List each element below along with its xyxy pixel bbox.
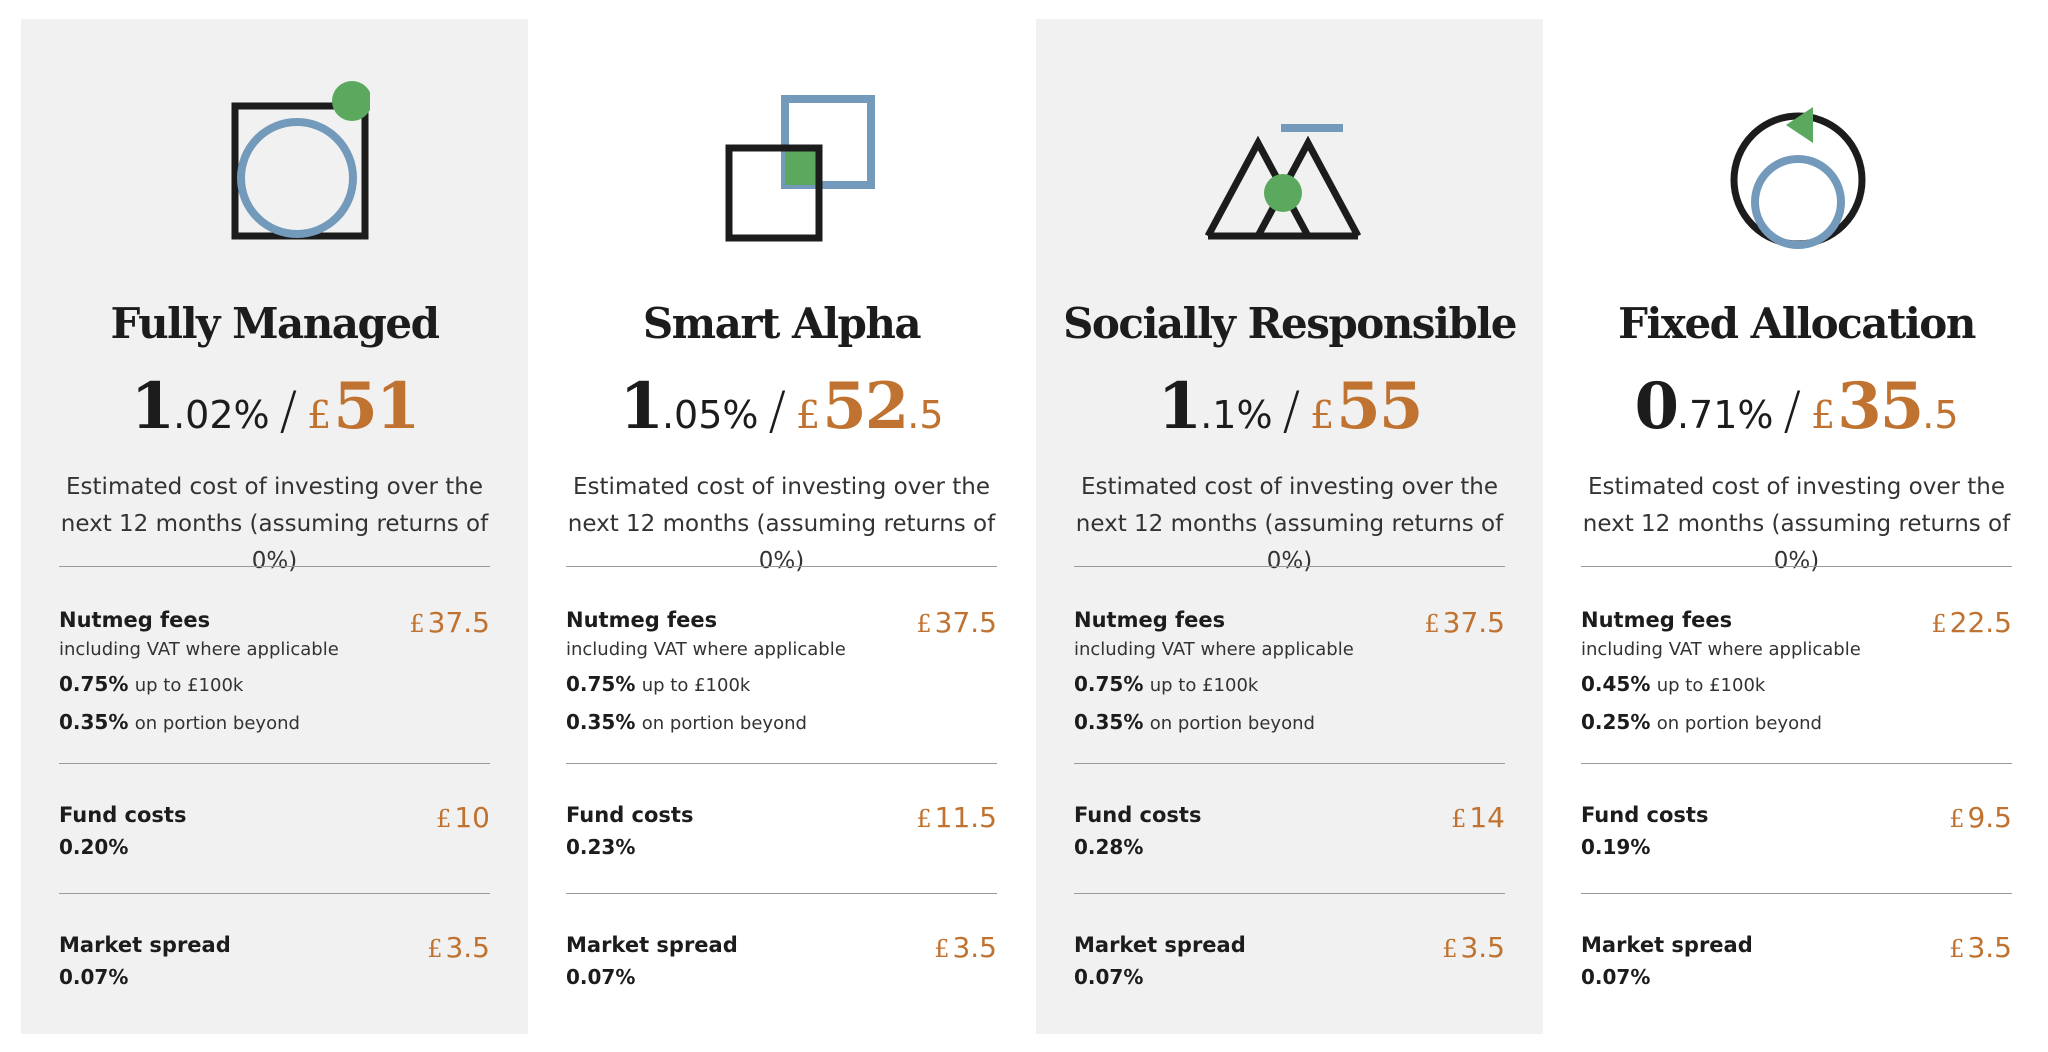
spread-amount: £ 3.5 xyxy=(427,931,490,964)
fund-rate: 0.23% xyxy=(566,835,636,859)
cost-headline xyxy=(528,369,1035,444)
percent-whole: 1 xyxy=(1157,369,1201,444)
fund-amount: £ 11.5 xyxy=(916,801,997,834)
spread-rate: 0.07% xyxy=(566,965,636,989)
divider xyxy=(566,566,997,567)
fees-amount: £ 22.5 xyxy=(1931,606,2012,639)
fund-costs-section xyxy=(59,801,490,866)
fees-amount: £ 37.5 xyxy=(1424,606,1505,639)
fees-label: Nutmeg fees xyxy=(1581,608,1733,632)
percent-fraction: .05% xyxy=(661,393,759,437)
currency-symbol: £ xyxy=(307,393,332,437)
divider xyxy=(1581,893,2012,894)
divider xyxy=(1074,566,1505,567)
fund-amount: £ 10 xyxy=(436,801,490,834)
overlapping-squares-icon xyxy=(528,59,1035,249)
portfolio-card-fully-managed xyxy=(21,19,528,1034)
portfolio-title: Smart Alpha xyxy=(642,299,921,348)
divider xyxy=(1074,893,1505,894)
spread-amount: £ 3.5 xyxy=(934,931,997,964)
currency-symbol: £ xyxy=(1811,393,1836,437)
separator-slash: / xyxy=(768,381,787,441)
cost-description: Estimated cost of investing over the next 12 months (assuming returns of 0%) xyxy=(567,474,996,574)
portfolio-title: Fixed Allocation xyxy=(1618,299,1975,348)
fees-rate-tier2: 0.25% on portion beyond xyxy=(1581,710,1822,734)
fees-rate-tier2: 0.35% on portion beyond xyxy=(59,710,300,734)
currency-symbol: £ xyxy=(796,393,821,437)
amount-whole: 55 xyxy=(1336,369,1422,444)
amount-whole: 35 xyxy=(1837,369,1923,444)
cost-description: Estimated cost of investing over the next 12 months (assuming returns of 0%) xyxy=(60,474,489,574)
divider xyxy=(59,763,490,764)
cost-headline xyxy=(1543,369,2048,444)
fees-vat-note: including VAT where applicable xyxy=(566,639,846,660)
divider xyxy=(1581,763,2012,764)
percent-fraction: .1% xyxy=(1200,393,1273,437)
market-spread-section xyxy=(59,931,490,996)
fund-label: Fund costs xyxy=(1074,803,1202,827)
market-spread-section xyxy=(1581,931,2012,996)
spread-label: Market spread xyxy=(59,933,231,957)
portfolio-title: Socially Responsible xyxy=(1063,299,1516,348)
separator-slash: / xyxy=(1282,381,1301,441)
fees-rate-tier1: 0.75% up to £100k xyxy=(59,672,244,696)
percent-whole: 1 xyxy=(130,369,174,444)
market-spread-section xyxy=(566,931,997,996)
fund-rate: 0.28% xyxy=(1074,835,1144,859)
divider xyxy=(59,893,490,894)
separator-slash: / xyxy=(279,381,298,441)
fund-rate: 0.20% xyxy=(59,835,129,859)
fund-label: Fund costs xyxy=(59,803,187,827)
currency-symbol: £ xyxy=(1310,393,1335,437)
fees-label: Nutmeg fees xyxy=(1074,608,1226,632)
amount-whole: 52 xyxy=(822,369,908,444)
divider xyxy=(566,763,997,764)
separator-slash: / xyxy=(1783,381,1802,441)
cost-description: Estimated cost of investing over the next 12 months (assuming returns of 0%) xyxy=(1075,474,1504,574)
fees-label: Nutmeg fees xyxy=(59,608,211,632)
portfolio-card-smart-alpha xyxy=(528,19,1035,1034)
divider xyxy=(1581,566,2012,567)
spread-label: Market spread xyxy=(1581,933,1753,957)
amount-fraction: .5 xyxy=(1922,393,1959,437)
spread-rate: 0.07% xyxy=(1074,965,1144,989)
fees-rate-tier2: 0.35% on portion beyond xyxy=(1074,710,1315,734)
spread-amount: £ 3.5 xyxy=(1442,931,1505,964)
fees-rate-tier1: 0.75% up to £100k xyxy=(566,672,751,696)
cost-headline xyxy=(1036,369,1543,444)
twin-peaks-icon xyxy=(1036,59,1543,249)
fund-label: Fund costs xyxy=(566,803,694,827)
spread-label: Market spread xyxy=(1074,933,1246,957)
portfolio-card-fixed-allocation xyxy=(1543,19,2048,1034)
fees-amount: £ 37.5 xyxy=(409,606,490,639)
percent-whole: 0 xyxy=(1634,369,1677,444)
nutmeg-fees-section xyxy=(59,606,490,742)
fees-rate-tier1: 0.45% up to £100k xyxy=(1581,672,1766,696)
fees-rate-tier1: 0.75% up to £100k xyxy=(1074,672,1259,696)
fund-costs-section xyxy=(566,801,997,866)
percent-whole: 1 xyxy=(619,369,662,444)
fund-costs-section xyxy=(1581,801,2012,866)
fund-costs-section xyxy=(1074,801,1505,866)
fees-label: Nutmeg fees xyxy=(566,608,718,632)
nutmeg-fees-section xyxy=(1074,606,1505,742)
fees-vat-note: including VAT where applicable xyxy=(1074,639,1354,660)
spread-rate: 0.07% xyxy=(59,965,129,989)
amount-fraction: .5 xyxy=(907,393,944,437)
portfolio-card-socially-responsible xyxy=(1036,19,1543,1034)
fund-label: Fund costs xyxy=(1581,803,1709,827)
fees-vat-note: including VAT where applicable xyxy=(59,639,339,660)
divider xyxy=(59,566,490,567)
nutmeg-fees-section xyxy=(1581,606,2012,742)
amount-whole: 51 xyxy=(333,369,419,444)
fees-rate-tier2: 0.35% on portion beyond xyxy=(566,710,807,734)
fund-rate: 0.19% xyxy=(1581,835,1651,859)
fund-amount: £ 14 xyxy=(1451,801,1505,834)
divider xyxy=(566,893,997,894)
spread-label: Market spread xyxy=(566,933,738,957)
fees-vat-note: including VAT where applicable xyxy=(1581,639,1861,660)
divider xyxy=(1074,763,1505,764)
fees-amount: £ 37.5 xyxy=(916,606,997,639)
market-spread-section xyxy=(1074,931,1505,996)
portfolio-title: Fully Managed xyxy=(110,299,439,348)
cost-headline xyxy=(21,369,528,444)
square-circle-dot-icon xyxy=(21,59,528,249)
nutmeg-fees-section xyxy=(566,606,997,742)
spread-rate: 0.07% xyxy=(1581,965,1651,989)
circular-arrow-icon xyxy=(1543,59,2048,249)
percent-fraction: .71% xyxy=(1676,393,1774,437)
spread-amount: £ 3.5 xyxy=(1949,931,2012,964)
percent-fraction: .02% xyxy=(173,393,270,437)
cost-description: Estimated cost of investing over the next 12 months (assuming returns of 0%) xyxy=(1582,474,2011,574)
fund-amount: £ 9.5 xyxy=(1949,801,2012,834)
